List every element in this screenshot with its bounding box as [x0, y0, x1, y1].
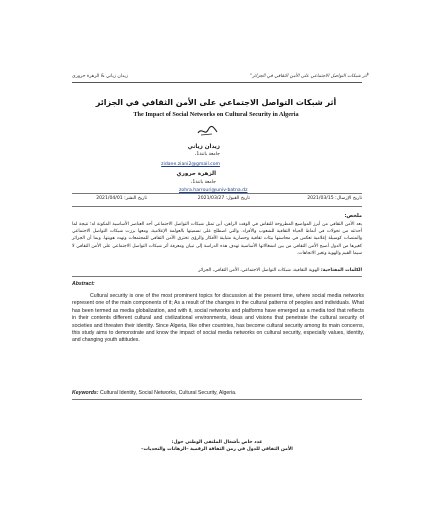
author-1-email-link[interactable]: zidane.ziani2@gmail.com [161, 162, 220, 167]
date-received: تاريخ الإرسال: 2021/03/15 [307, 196, 362, 201]
date-accepted: تاريخ القبول: 2021/03/27 [197, 196, 250, 201]
dates-divider-bottom [72, 206, 362, 207]
title-english: The Impact of Social Networks on Cultural Security in Algeria [133, 111, 299, 118]
footer-line-1: عدد خاص بأشغال الملتقى الوطني حول: [171, 440, 263, 445]
bottom-divider [72, 399, 362, 400]
keywords-arabic-label: الكلمات المفتاحية: [320, 268, 362, 273]
summary-arabic-text: يعد الأمن الثقافي من أبرز المواضيع المطروحة للنقاش في الوقت الراهن، أين تمثل شبكات التواصل الاجتماعي أحد العناصر الأساسية المكونة له؛ نتيجة لما أحدثته من تحولات في أنماط الحياة الثقافية للشعوب والأفراد. والتي اصطلح على تسميتها بالعولمة الإعلامية، ومعها برزت شبكات التواصل الاجتماعي والمنصات كوسيلة إعلامية تعكس في محاسنها بيئات ثقافية وحضارية متباينة الأفكار والرؤى تخترق الأمن الثقافي للمجتمعات وتهدد هويتها. وبما أن الجزائر كغيرها من الدول أصبح الأمن الثقافي من بين انشغالاتها الأساسية تهدف هذه الدراسة إلى تبيان ومعرفة أثر شبكات التواصل الاجتماعي على الأمن الثقافي لا سيما القيم والهوية وتغير الاتجاهات. [72, 222, 362, 256]
author-1-affiliation: جامعة باتنة1، [194, 152, 220, 157]
date-published: تاريخ النشر: 2021/04/01 [96, 196, 147, 201]
author-2-name: الزهرة حروري [176, 171, 216, 177]
keywords-english [72, 390, 364, 396]
summary-arabic-label: ملخص: [344, 213, 362, 219]
abstract-label: Abstract: [72, 281, 95, 287]
keywords-english-text: Cultural Identity, Social Networks, Cultural Security, Algeria. [99, 390, 237, 396]
title-arabic: أثر شبكات التواصل الاجتماعي على الأمن الثقافي في الجزائر [95, 98, 337, 107]
author-2-email-link[interactable]: zohra.harrouri@univ-batna.dz [179, 188, 248, 193]
header-divider [72, 82, 362, 83]
abstract-text: Cultural security is one of the most prominent topics for discussion at the present time, where social media networks represent one of the main components of it; As a result of the changes in the cultural patterns of peoples and individuals. What has been termed as media globalization, and with it, social networks and platforms have emerged as a media tool that reflects in their contents different cultural and civilizational environments, ideas and visions that penetrate the cultural security of societies and threaten their identity. Since Algeria, like other countries, has become cultural security among its main concerns, this study aims to demonstrate and know the impact of social media networks on cultural security, especially values, identity, and changing youth attitudes. [72, 293, 364, 344]
header-running-title: "أثر شبكات التواصل الاجتماعي على الأمن الثقافي في الجزائر" [250, 74, 370, 79]
author-1-name: زيدان زياني [187, 144, 220, 150]
author-2-affiliation: جامعة باتنة1، [190, 180, 216, 185]
signature-mark [196, 123, 220, 139]
dates-row [72, 196, 362, 205]
dates-divider-top [72, 193, 362, 194]
header-authors: زيدان زياني & الزهرة حروري [72, 74, 128, 79]
keywords-arabic-text: الهوية الثقافية، شبكات التواصل الاجتماعي، الأمن الثقافي، الجزائر [198, 268, 320, 273]
keywords-english-label: Keywords: [72, 390, 99, 396]
keywords-arabic [72, 268, 362, 273]
footer-line-2: الأمن الثقافي للدول في زمن الثقافة الرقمية –الرهانات والتحديات– [141, 447, 293, 452]
middle-divider [72, 276, 362, 277]
